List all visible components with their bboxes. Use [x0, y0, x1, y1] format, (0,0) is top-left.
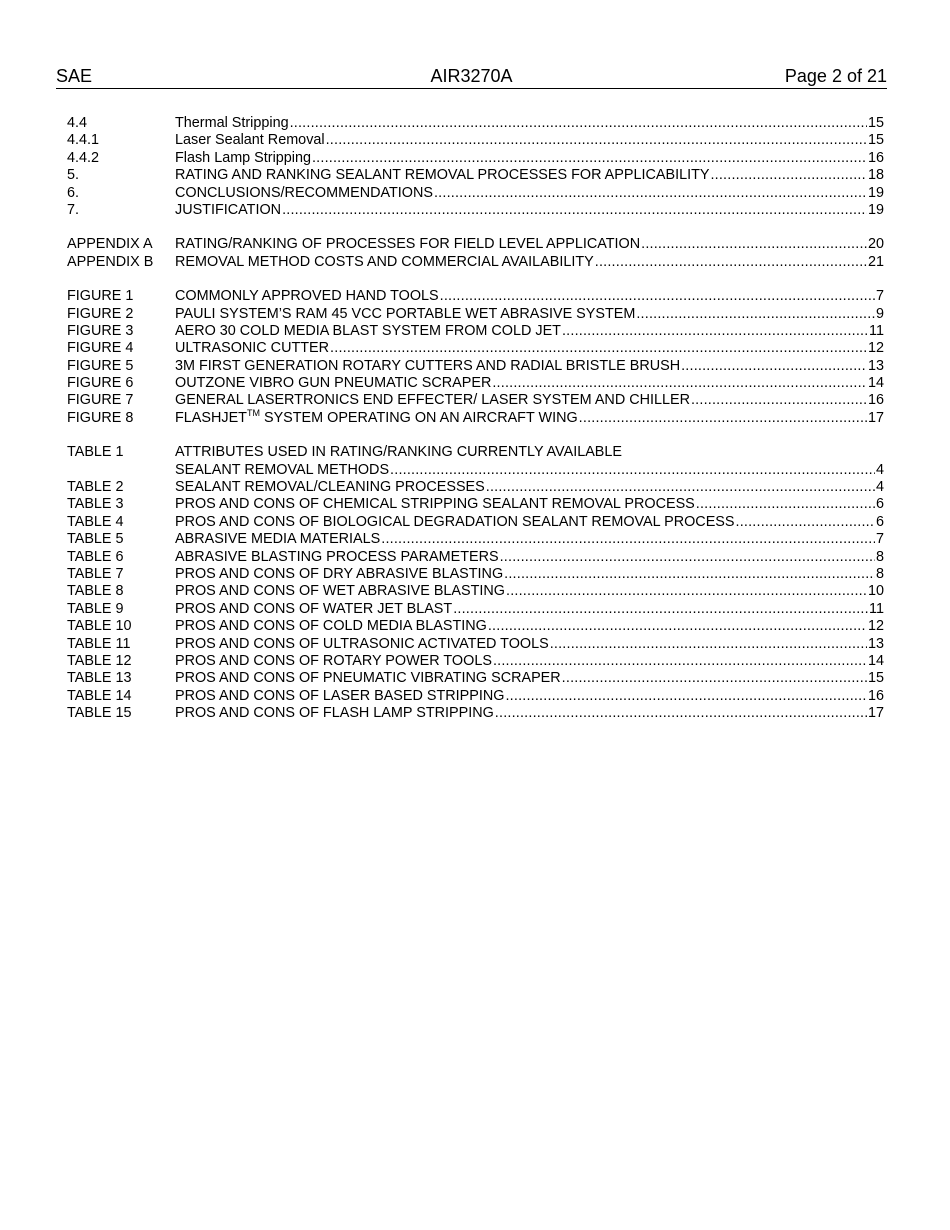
toc-entry-page: 20 — [867, 236, 884, 253]
toc-entry[interactable] — [67, 444, 884, 461]
toc-entry[interactable] — [67, 115, 884, 132]
toc-entry-number: TABLE 2 — [67, 479, 124, 496]
toc-entry[interactable] — [67, 583, 884, 600]
toc-entry-page: 18 — [867, 167, 884, 184]
toc-entry[interactable] — [67, 358, 884, 375]
toc-entry-title: ABRASIVE BLASTING PROCESS PARAMETERS — [175, 548, 499, 565]
toc-entry-page: 6 — [875, 513, 884, 530]
toc-entry[interactable] — [67, 531, 884, 548]
toc-entry-page: 13 — [867, 635, 884, 652]
toc-entry-number: FIGURE 7 — [67, 392, 134, 409]
toc-entry-number: TABLE 1 — [67, 444, 124, 461]
toc-entry-title: OUTZONE VIBRO GUN PNEUMATIC SCRAPER — [175, 375, 492, 392]
toc-entry[interactable] — [67, 340, 884, 357]
toc-entry[interactable] — [67, 670, 884, 687]
toc-entry-number: 7. — [67, 201, 80, 218]
title-text: SYSTEM OPERATING ON AN AIRCRAFT WING — [259, 409, 578, 426]
toc-entry-number: 6. — [67, 184, 80, 201]
toc-entry-title: RATING/RANKING OF PROCESSES FOR FIELD LEVEL APPLICATION — [175, 236, 641, 253]
toc-entry[interactable] — [67, 636, 884, 653]
toc-entry-title: PROS AND CONS OF WET ABRASIVE BLASTING — [175, 583, 505, 600]
toc-entry-number: TABLE 7 — [67, 565, 124, 582]
toc-entry-title: AERO 30 COLD MEDIA BLAST SYSTEM FROM COLD JET — [175, 322, 561, 339]
toc-entry-page: 9 — [875, 305, 884, 322]
toc-entry-title: PROS AND CONS OF ULTRASONIC ACTIVATED TOOLS — [175, 635, 549, 652]
title-text: FLASHJET — [175, 409, 247, 426]
toc-entry[interactable] — [67, 375, 884, 392]
toc-entry[interactable] — [67, 167, 884, 184]
header-org: SAE — [56, 66, 93, 86]
page-header — [56, 66, 887, 89]
toc-entry[interactable] — [67, 705, 884, 722]
toc-entry-number: FIGURE 8 — [67, 409, 134, 426]
toc-entry[interactable] — [67, 254, 884, 271]
toc-entry-number: TABLE 9 — [67, 600, 124, 617]
toc-entry[interactable] — [67, 653, 884, 670]
toc-entry-number: TABLE 4 — [67, 513, 124, 530]
toc-entry-number: 4.4.2 — [67, 149, 100, 166]
toc-entry-title: PROS AND CONS OF COLD MEDIA BLASTING — [175, 618, 487, 635]
toc-entry-page: 10 — [867, 583, 884, 600]
toc-entry-title: ULTRASONIC CUTTER — [175, 340, 330, 357]
toc-entry-number: 5. — [67, 167, 80, 184]
toc-entry-title: JUSTIFICATION — [175, 201, 282, 218]
toc-entry-number: 4.4.1 — [67, 132, 100, 149]
toc-entry-number: TABLE 8 — [67, 583, 124, 600]
toc-entry-page: 19 — [867, 184, 884, 201]
toc-entry-page: 4 — [875, 461, 884, 478]
toc-entry-page: 17 — [867, 409, 884, 426]
toc-entry[interactable] — [67, 132, 884, 149]
toc-entry-page: 15 — [867, 115, 884, 131]
toc-tables — [67, 444, 884, 722]
toc-entry-title: PROS AND CONS OF LASER BASED STRIPPING — [175, 687, 505, 704]
toc-entry-number: FIGURE 5 — [67, 357, 134, 374]
toc-entry[interactable] — [67, 407, 884, 427]
toc-entry-number: TABLE 10 — [67, 618, 132, 635]
toc-entry-title: 3M FIRST GENERATION ROTARY CUTTERS AND RADIAL BRISTLE BRUSH — [175, 357, 681, 374]
toc-entry-number: FIGURE 3 — [67, 322, 134, 339]
toc-entry-continuation[interactable] — [67, 462, 884, 479]
toc-entry[interactable] — [67, 479, 884, 496]
toc-entry[interactable] — [67, 688, 884, 705]
toc-entry-page: 11 — [869, 600, 884, 617]
toc-entry[interactable] — [67, 618, 884, 635]
toc-entry-title: REMOVAL METHOD COSTS AND COMMERCIAL AVAILABILITY — [175, 253, 594, 270]
toc-entry-title: PROS AND CONS OF DRY ABRASIVE BLASTING — [175, 565, 504, 582]
toc-entry[interactable] — [67, 185, 884, 202]
toc-entry-number: FIGURE 4 — [67, 340, 134, 357]
toc-entry-page: 7 — [875, 531, 884, 548]
toc-entry[interactable] — [67, 288, 884, 305]
toc-entry[interactable] — [67, 202, 884, 219]
toc-entry-number: APPENDIX B — [67, 253, 154, 270]
toc-entry-number: APPENDIX A — [67, 236, 153, 253]
toc-entry-page: 13 — [867, 357, 884, 374]
toc-entry-page: 7 — [875, 288, 884, 305]
toc-entry-number: TABLE 6 — [67, 548, 124, 565]
toc-entry-title: PROS AND CONS OF PNEUMATIC VIBRATING SCRAPER — [175, 670, 561, 687]
toc-entry-number: 4.4 — [67, 115, 88, 131]
toc-entry-number: TABLE 15 — [67, 705, 132, 722]
toc-entry[interactable] — [67, 392, 884, 409]
toc-entry-page: 16 — [867, 392, 884, 409]
header-doc-id: AIR3270A — [430, 66, 513, 86]
toc-entry-page: 19 — [867, 201, 884, 218]
toc-entry-title: CONCLUSIONS/RECOMMENDATIONS — [175, 184, 433, 201]
toc-entry-page: 15 — [867, 670, 884, 687]
toc-entry-title: SEALANT REMOVAL METHODS — [175, 461, 390, 478]
toc-entry[interactable] — [67, 514, 884, 531]
toc-entry-title: PAULI SYSTEM’S RAM 45 VCC PORTABLE WET ABRASIVE SYSTEM — [175, 305, 636, 322]
toc-entry-title: PROS AND CONS OF WATER JET BLAST — [175, 600, 453, 617]
toc-entry-number: TABLE 11 — [67, 635, 131, 652]
toc-entry-title: ATTRIBUTES USED IN RATING/RANKING CURRENTLY AVAILABLE — [175, 444, 622, 461]
toc-entry-number: FIGURE 1 — [67, 288, 134, 305]
toc-entry-title: RATING AND RANKING SEALANT REMOVAL PROCESSES FOR APPLICABILITY — [175, 167, 710, 184]
toc-entry-number: TABLE 14 — [67, 687, 132, 704]
toc-entry-title: Laser Sealant Removal — [175, 132, 325, 149]
toc-entry-title: Flash Lamp Stripping — [175, 149, 311, 166]
toc-entry-page: 12 — [867, 340, 884, 357]
toc-entry-title: Thermal Stripping — [175, 115, 289, 131]
toc-entry-title: SEALANT REMOVAL/CLEANING PROCESSES — [175, 479, 485, 496]
toc-entry-title: ABRASIVE MEDIA MATERIALS — [175, 531, 381, 548]
toc-entry-page: 11 — [869, 322, 884, 339]
toc-entry-title: COMMONLY APPROVED HAND TOOLS — [175, 288, 439, 305]
header-page-number: Page 2 of 21 — [784, 66, 887, 86]
toc-entry-title — [175, 407, 578, 427]
toc-entry[interactable] — [67, 236, 884, 253]
toc-appendices — [67, 236, 884, 271]
toc-entry-page: 8 — [875, 565, 884, 582]
trademark-superscript: TM — [246, 407, 260, 418]
toc-entry[interactable] — [67, 549, 884, 566]
toc-entry[interactable] — [67, 566, 884, 583]
table-of-contents — [67, 115, 884, 740]
toc-figures — [67, 288, 884, 427]
toc-entry-title: PROS AND CONS OF FLASH LAMP STRIPPING — [175, 705, 494, 722]
toc-entry-page: 12 — [867, 618, 884, 635]
toc-entry-page: 4 — [875, 479, 884, 496]
toc-entry-title: PROS AND CONS OF BIOLOGICAL DEGRADATION SEALANT REMOVAL PROCESS — [175, 513, 735, 530]
toc-entry-number: TABLE 12 — [67, 652, 132, 669]
toc-entry[interactable] — [67, 150, 884, 167]
toc-entry-page: 8 — [875, 548, 884, 565]
toc-entry-page: 14 — [867, 652, 884, 669]
toc-entry[interactable] — [67, 496, 884, 513]
toc-entry-number: TABLE 3 — [67, 496, 124, 513]
toc-entry-page: 21 — [867, 253, 884, 270]
toc-entry-page: 17 — [867, 705, 884, 722]
toc-entry[interactable] — [67, 306, 884, 323]
toc-entry-page: 6 — [875, 496, 884, 513]
toc-entry-page: 14 — [867, 375, 884, 392]
toc-entry[interactable] — [67, 323, 884, 340]
toc-entry-title: PROS AND CONS OF CHEMICAL STRIPPING SEALANT REMOVAL PROCESS — [175, 496, 695, 513]
toc-entry-page: 16 — [867, 687, 884, 704]
toc-entry-title: GENERAL LASERTRONICS END EFFECTER/ LASER SYSTEM AND CHILLER — [175, 392, 690, 409]
toc-entry-number: FIGURE 6 — [67, 375, 134, 392]
toc-entry-number: TABLE 13 — [67, 670, 132, 687]
toc-entry-number: FIGURE 2 — [67, 305, 134, 322]
toc-sections — [67, 115, 884, 219]
toc-entry-number: TABLE 5 — [67, 531, 124, 548]
toc-entry-title: PROS AND CONS OF ROTARY POWER TOOLS — [175, 652, 492, 669]
toc-entry[interactable] — [67, 601, 884, 618]
toc-entry-page: 16 — [867, 149, 884, 166]
toc-entry-page: 15 — [867, 132, 884, 149]
